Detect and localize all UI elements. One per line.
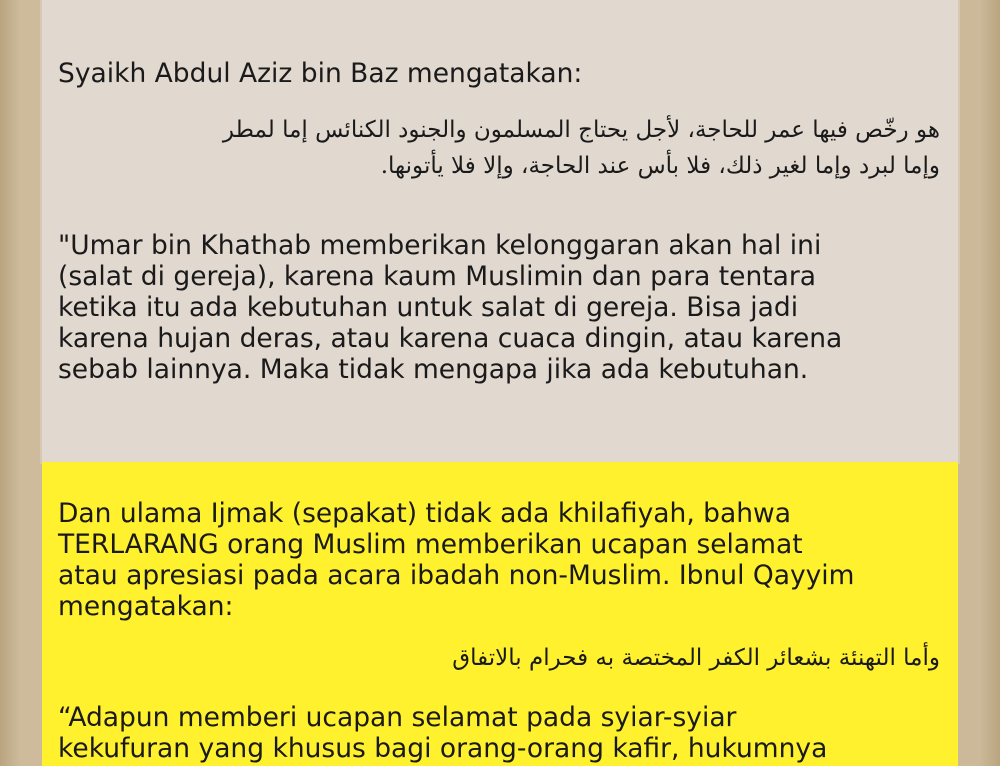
intro-line: atau apresiasi pada acara ibadah non-Muslim. Ibnul Qayyim [58, 560, 855, 591]
translation-line: karena hujan deras, atau karena cuaca dingin, atau karena [58, 323, 843, 354]
intro-line: mengatakan: [58, 591, 234, 622]
arabic-line: هو رخّص فيها عمر للحاجة، لأجل يحتاج المسلمون والجنود الكنائس إما لمطر [222, 117, 940, 143]
translation-ibnul-qayyim [58, 702, 938, 764]
translation-line: ketika itu ada kebutuhan untuk salat di gereja. Bisa jadi [58, 292, 799, 323]
ijmak-intro [58, 498, 938, 622]
translation-line: “Adapun memberi ucapan selamat pada syiar-syiar [58, 702, 737, 733]
intro-line: Dan ulama Ijmak (sepakat) tidak ada khilafiyah, bahwa [58, 498, 791, 529]
arabic-line: وإما لبرد وإما لغير ذلك، فلا بأس عند الحاجة، وإلا فلا يأتونها. [380, 153, 940, 179]
speaker-text: Syaikh Abdul Aziz bin Baz mengatakan: [58, 58, 583, 89]
translation-line: kekufuran yang khusus bagi orang-orang kafir, hukumnya [58, 733, 828, 764]
quote-panel-bottom [42, 462, 958, 766]
translation-line: sebab lainnya. Maka tidak mengapa jika ada kebutuhan. [58, 354, 809, 385]
translation-bin-baz [58, 230, 938, 385]
arabic-quote-ibnul-qayyim [452, 640, 940, 676]
arabic-line: وأما التهنئة بشعائر الكفر المختصة به فحرام بالاتفاق [452, 645, 940, 671]
translation-line: "Umar bin Khathab memberikan kelonggaran akan hal ini [58, 230, 822, 261]
translation-line: (salat di gereja), karena kaum Muslimin dan para tentara [58, 261, 817, 292]
speaker-line [58, 58, 938, 89]
intro-line: TERLARANG orang Muslim memberikan ucapan selamat [58, 529, 803, 560]
quote-panel-top [42, 0, 958, 462]
arabic-quote-bin-baz [223, 112, 940, 184]
